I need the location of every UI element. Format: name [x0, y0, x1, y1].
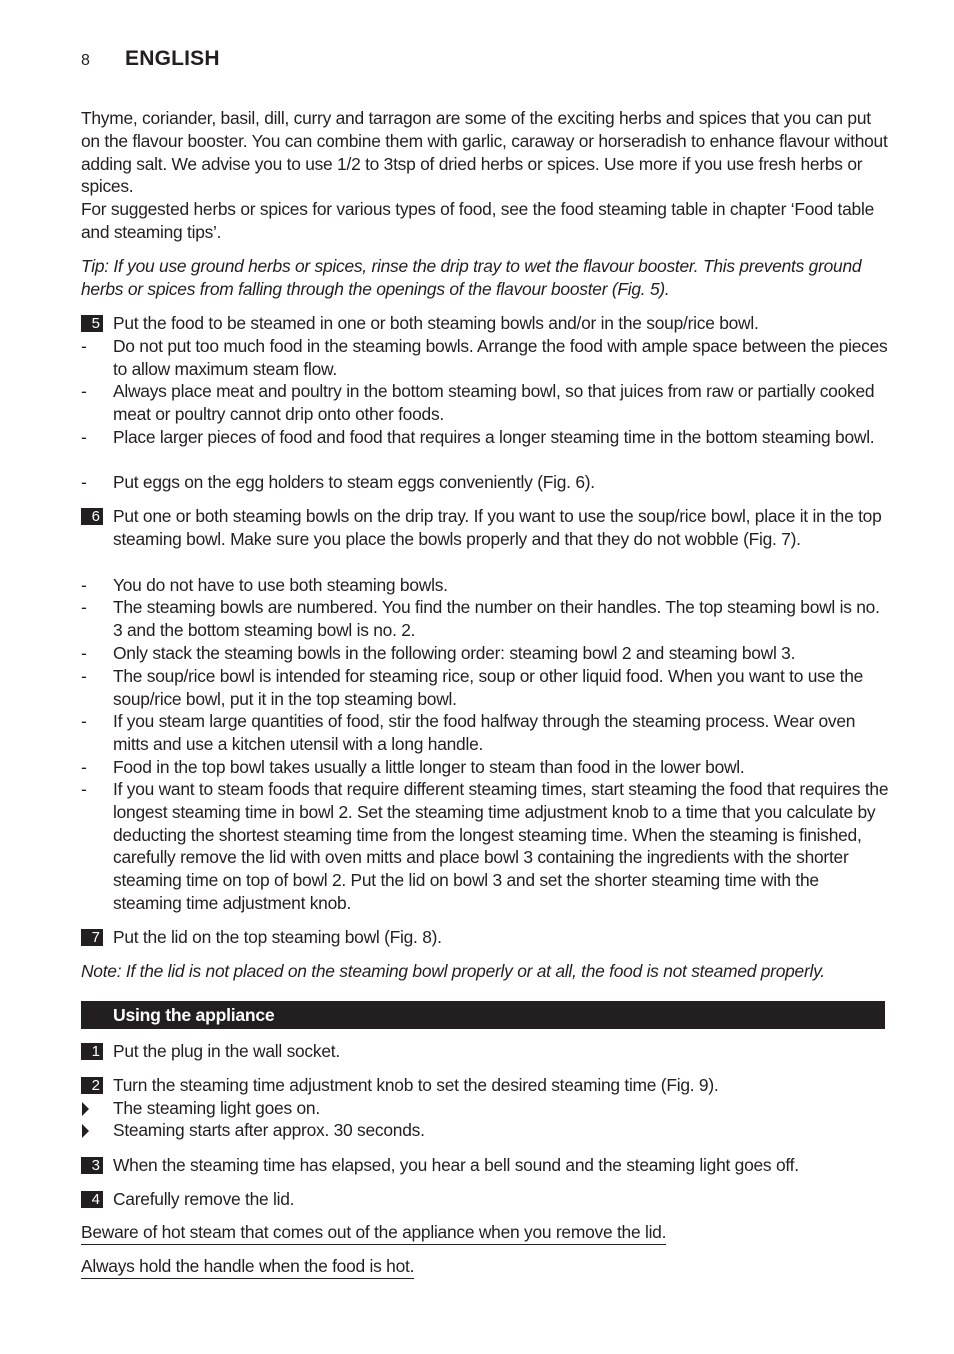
- dash-marker: -: [81, 427, 87, 447]
- page-number: 8: [81, 52, 90, 69]
- warning-text: Beware of hot steam that comes out of the appliance when you remove the lid.: [81, 1221, 666, 1245]
- list-item: - If you want to steam foods that require different steaming times, start steaming the food that requires the longest steaming time in bowl 2. Set the steaming time adjustment knob to a time that you calculate by deducting the shortest steaming time from the longest steaming time. When the steaming is finished, carefully remove the lid with oven mitts and place bowl 3 containing the ingredients with the shorter steaming time on top of bowl 2. Put the lid on bowl 3 and set the shorter steaming time with the steaming time adjustment knob.: [81, 779, 889, 913]
- step-text: Turn the steaming time adjustment knob to set the desired steaming time (Fig. 9).: [113, 1075, 719, 1095]
- dash-marker: -: [81, 757, 87, 777]
- warning-text: Always hold the handle when the food is hot.: [81, 1255, 414, 1279]
- step-6: [81, 505, 889, 551]
- list-item: - The soup/rice bowl is intended for steaming rice, soup or other liquid food. When you want to use the soup/rice bowl, put it in the top steaming bowl.: [81, 666, 864, 709]
- list-item: - Only stack the steaming bowls in the following order: steaming bowl 2 and steaming bowl 3.: [81, 643, 796, 663]
- step-number: 3: [81, 1157, 103, 1174]
- step-text: Carefully remove the lid.: [113, 1189, 295, 1209]
- list-item: - Place larger pieces of food and food that requires a longer steaming time in the bottom steaming bowl.: [81, 427, 875, 447]
- intro-paragraph: Thyme, coriander, basil, dill, curry and tarragon are some of the exciting herbs and spices that you can put on the flavour booster. You can combine them with garlic, caraway or horseradish to enhance flavour without adding salt. We advise you to use 1/2 to 3tsp of dried herbs or spices. Use more if you use fresh herbs or spices.: [81, 108, 888, 197]
- list-item: - The steaming bowls are numbered. You find the number on their handles. The top steaming bowl is no. 3 and the bottom steaming bowl is no. 2.: [81, 597, 880, 640]
- step-2: [81, 1074, 889, 1097]
- result-arrow-icon: [82, 1124, 89, 1138]
- language-heading: ENGLISH: [125, 47, 220, 70]
- dash-marker: -: [81, 666, 87, 686]
- intro-paragraph-reference: For suggested herbs or spices for various types of food, see the food steaming table in chapter ‘Food table and steaming tips’.: [81, 199, 875, 242]
- list-item: - Put eggs on the egg holders to steam eggs conveniently (Fig. 6).: [81, 472, 595, 492]
- step-number: 7: [81, 929, 103, 946]
- result-item: The steaming light goes on.: [81, 1097, 889, 1120]
- dash-marker: -: [81, 711, 87, 731]
- dash-marker: -: [81, 336, 87, 356]
- list-item: - You do not have to use both steaming bowls.: [81, 575, 448, 595]
- section-heading: Using the appliance: [81, 1001, 885, 1029]
- dash-marker: -: [81, 597, 87, 617]
- list-item: - Do not put too much food in the steaming bowls. Arrange the food with ample space between the pieces to allow maximum steam flow.: [81, 336, 888, 379]
- page-header: [81, 48, 220, 74]
- list-item: - Always place meat and poultry in the bottom steaming bowl, so that juices from raw or partially cooked meat or poultry cannot drip onto other foods.: [81, 381, 875, 424]
- step-number: 2: [81, 1077, 103, 1094]
- step-text: Put the plug in the wall socket.: [113, 1041, 340, 1061]
- step-number: 1: [81, 1043, 103, 1060]
- step-number: 6: [81, 508, 103, 525]
- step-7: [81, 926, 889, 949]
- step-5: [81, 312, 889, 335]
- dash-marker: -: [81, 381, 87, 401]
- dash-marker: -: [81, 779, 87, 799]
- result-item: Steaming starts after approx. 30 seconds.: [81, 1119, 889, 1142]
- list-item: - If you steam large quantities of food, stir the food halfway through the steaming process. Wear oven mitts and use a kitchen utensil with a long handle.: [81, 711, 856, 754]
- dash-marker: -: [81, 643, 87, 663]
- list-item: - Food in the top bowl takes usually a little longer to steam than food in the lower bowl.: [81, 757, 745, 777]
- step-text: When the steaming time has elapsed, you hear a bell sound and the steaming light goes off.: [113, 1155, 799, 1175]
- step-3: [81, 1154, 889, 1177]
- step-number: 4: [81, 1191, 103, 1208]
- step-text: Put the food to be steamed in one or both steaming bowls and/or in the soup/rice bowl.: [113, 313, 759, 333]
- step-1: [81, 1040, 889, 1063]
- result-arrow-icon: [82, 1102, 89, 1116]
- tip-text: Tip: If you use ground herbs or spices, rinse the drip tray to wet the flavour booster. This prevents ground herbs or spices from falling through the openings of the flavour booster (Fig. 5).: [81, 256, 862, 299]
- dash-marker: -: [81, 472, 87, 492]
- step-number: 5: [81, 315, 103, 332]
- note-text: Note: If the lid is not placed on the steaming bowl properly or at all, the food is not steamed properly.: [81, 961, 825, 981]
- step-4: [81, 1188, 889, 1211]
- step-text: Put the lid on the top steaming bowl (Fig. 8).: [113, 927, 442, 947]
- step-text: Put one or both steaming bowls on the drip tray. If you want to use the soup/rice bowl, place it in the top steaming bowl. Make sure you place the bowls properly and that they do not wobble (Fig. 7).: [113, 506, 882, 549]
- dash-marker: -: [81, 575, 87, 595]
